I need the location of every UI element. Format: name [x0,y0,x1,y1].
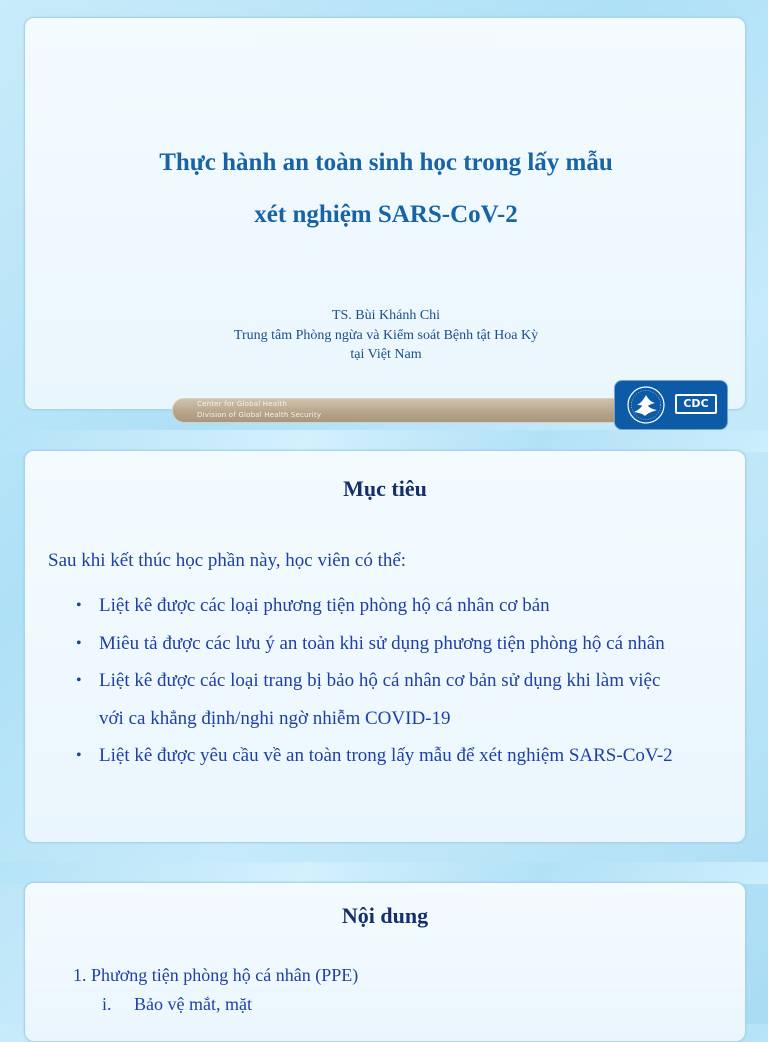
hhs-eagle-icon [621,383,671,427]
objective-item-3 [0,662,720,700]
cgh-banner [172,398,624,423]
banner-line-2: Division of Global Health Security [197,411,322,419]
bullet-icon: • [76,634,82,652]
objectives-list [0,587,720,775]
background-band [0,862,768,884]
subitem-text: Bảo vệ mắt, mặt [134,994,252,1014]
objective-text: với ca khẳng định/nghi ngờ nhiễm COVID-19 [99,707,451,729]
author-name: TS. Bùi Khánh Chi [331,308,441,323]
banner-line-1: Center for Global Health [197,400,287,408]
objectives-heading: Mục tiêu [343,476,427,501]
objective-item-3-continued [0,700,720,738]
title-slide [24,17,746,410]
contents-heading: Nội dung [341,903,429,928]
contents-subitem-1 [102,994,252,1015]
objective-text: Miêu tả được các lưu ý an toàn khi sử dụng phương tiện phòng hộ cá nhân [99,632,665,654]
cdc-logo [614,380,728,430]
objectives-intro: Sau khi kết thúc học phần này, học viên có thể: [48,550,407,571]
objective-item-4 [0,737,720,775]
bullet-icon: • [76,672,82,689]
bullet-icon: • [76,597,82,614]
objective-text: Liệt kê được các loại trang bị bảo hộ cá nhân cơ bản sử dụng khi làm việc [99,670,661,691]
affiliation-line-1: Trung tâm Phòng ngừa và Kiểm soát Bệnh tật Hoa Kỳ [233,327,539,343]
cdc-wordmark: CDC [675,394,717,414]
objective-item-2 [0,625,720,663]
presentation-title-line-2: xét nghiệm SARS-CoV-2 [254,201,518,228]
contents-item-1: 1. Phương tiện phòng hộ cá nhân (PPE) [73,965,359,985]
author-block [25,306,747,365]
objective-text: Liệt kê được các loại phương tiện phòng hộ cá nhân cơ bản [99,595,550,616]
objective-item-1 [0,587,720,625]
presentation-title-line-1: Thực hành an toàn sinh học trong lấy mẫu [159,149,613,176]
objective-text: Liệt kê được yêu cầu về an toàn trong lấy mẫu để xét nghiệm SARS-CoV-2 [99,745,673,766]
background-band [0,430,768,452]
affiliation-line-2: tại Việt Nam [350,347,422,362]
bullet-icon: • [76,747,82,764]
subitem-number: i. [102,994,112,1014]
